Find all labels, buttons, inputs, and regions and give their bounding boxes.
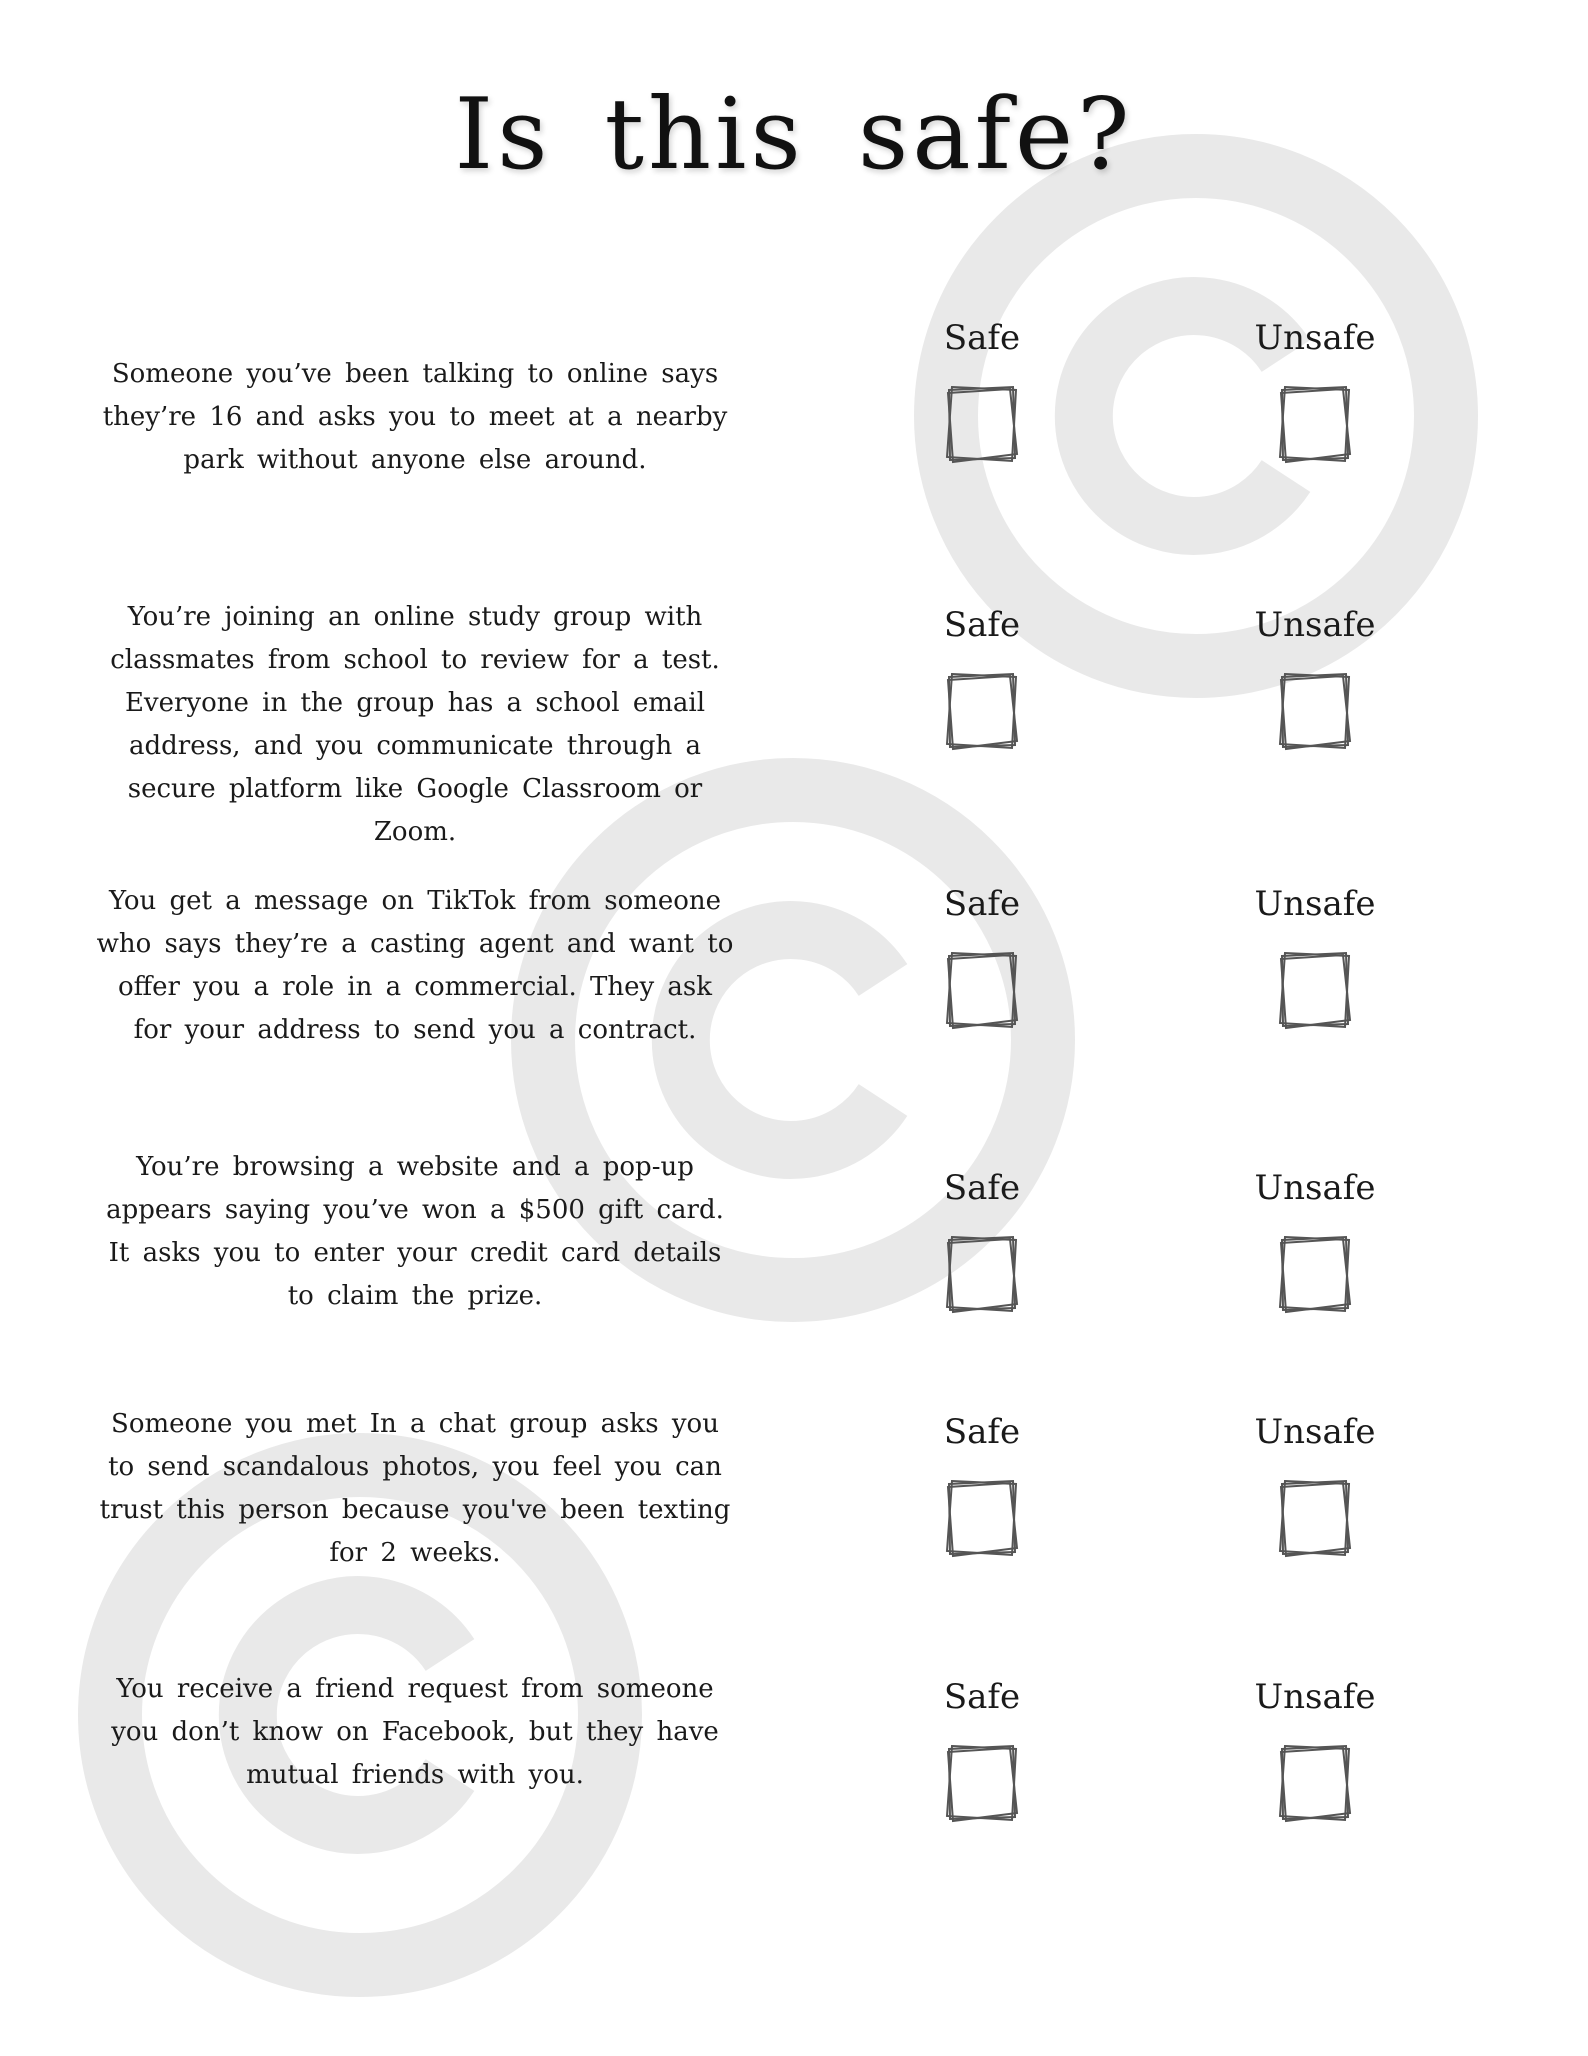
safe-label: Safe — [943, 318, 1021, 358]
safe-option[interactable] — [882, 1168, 1082, 1314]
safe-option[interactable] — [882, 884, 1082, 1030]
unsafe-label: Unsafe — [1254, 1412, 1376, 1452]
safe-checkbox[interactable] — [943, 1741, 1021, 1823]
safe-label: Safe — [943, 884, 1021, 924]
unsafe-checkbox[interactable] — [1276, 1741, 1354, 1823]
scenario-text: You’re joining an online study group with classmates from school to review for a test. Everyone in the group has a school email address, and you communicate through a secure platform like Google Classroom or Zoom. — [110, 602, 720, 847]
unsafe-label: Unsafe — [1254, 1168, 1376, 1208]
safe-checkbox[interactable] — [943, 669, 1021, 751]
unsafe-option[interactable] — [1215, 605, 1415, 751]
unsafe-checkbox[interactable] — [1276, 948, 1354, 1030]
unsafe-label: Unsafe — [1254, 605, 1376, 645]
unsafe-option[interactable] — [1215, 1677, 1415, 1823]
scenario-text: Someone you’ve been talking to online says they’re 16 and asks you to meet at a nearby park without anyone else around. — [102, 359, 728, 475]
unsafe-option[interactable] — [1215, 318, 1415, 464]
safe-checkbox[interactable] — [943, 1232, 1021, 1314]
unsafe-label: Unsafe — [1254, 884, 1376, 924]
safe-option[interactable] — [882, 318, 1082, 464]
safe-checkbox[interactable] — [943, 1476, 1021, 1558]
unsafe-checkbox[interactable] — [1276, 669, 1354, 751]
unsafe-label: Unsafe — [1254, 318, 1376, 358]
safe-label: Safe — [943, 1168, 1021, 1208]
unsafe-checkbox[interactable] — [1276, 1232, 1354, 1314]
safe-option[interactable] — [882, 1677, 1082, 1823]
scenario-text: Someone you met In a chat group asks you to send scandalous photos, you feel you can trust this person because you've been texting for 2 weeks. — [99, 1409, 731, 1568]
unsafe-checkbox[interactable] — [1276, 382, 1354, 464]
safe-label: Safe — [943, 1677, 1021, 1717]
unsafe-option[interactable] — [1215, 1168, 1415, 1314]
unsafe-label: Unsafe — [1254, 1677, 1376, 1717]
scenario-text: You get a message on TikTok from someone who says they’re a casting agent and want to offer you a role in a commercial. They ask for your address to send you a contract. — [96, 886, 734, 1045]
safe-option[interactable] — [882, 1412, 1082, 1558]
page-title: Is this safe? — [454, 78, 1134, 192]
safe-label: Safe — [943, 605, 1021, 645]
unsafe-option[interactable] — [1215, 1412, 1415, 1558]
safe-checkbox[interactable] — [943, 948, 1021, 1030]
unsafe-option[interactable] — [1215, 884, 1415, 1030]
safe-label: Safe — [943, 1412, 1021, 1452]
scenario-text: You receive a friend request from someone you don’t know on Facebook, but they have mutual friends with you. — [111, 1674, 719, 1790]
safe-option[interactable] — [882, 605, 1082, 751]
scenario-text: You’re browsing a website and a pop-up appears saying you’ve won a $500 gift card. It asks you to enter your credit card details to claim the prize. — [106, 1152, 724, 1311]
unsafe-checkbox[interactable] — [1276, 1476, 1354, 1558]
safe-checkbox[interactable] — [943, 382, 1021, 464]
